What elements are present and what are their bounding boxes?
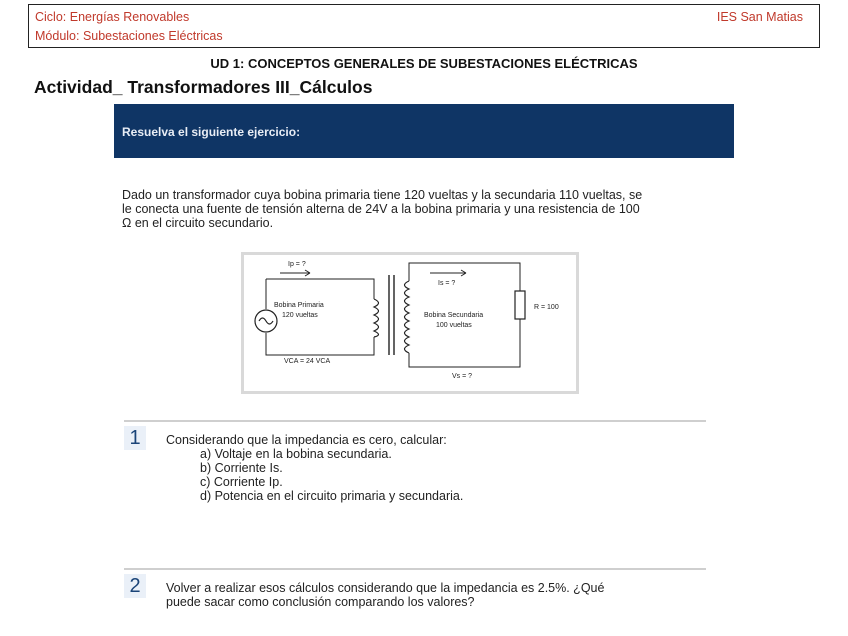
- vs-label: Vs = ?: [452, 373, 473, 380]
- secondary-turns-label: 100 vueltas: [436, 322, 472, 329]
- module-label: Módulo: Subestaciones Eléctricas: [35, 29, 223, 43]
- primary-coil-label: Bobina Primaria: [274, 302, 324, 309]
- circuit-svg: [244, 255, 576, 391]
- question-1: [166, 433, 463, 503]
- secondary-coil-label: Bobina Secundaria: [424, 312, 484, 319]
- question-1-item-c: c) Corriente Ip.: [200, 475, 283, 489]
- primary-coil-icon: [374, 299, 379, 337]
- question-1-intro: Considerando que la impedancia es cero, calcular:: [166, 433, 447, 447]
- cycle-label: Ciclo: Energías Renovables: [35, 10, 190, 24]
- banner-text: Resuelva el siguiente ejercicio:: [122, 125, 301, 139]
- activity-title: Actividad_ Transformadores III_Cálculos: [34, 77, 373, 97]
- question-2-line-2: puede sacar como conclusión comparando los valores?: [166, 595, 475, 609]
- instruction-banner: [114, 104, 734, 158]
- question-1-item-b: b) Corriente Is.: [200, 461, 283, 475]
- primary-bottom-wire: [266, 333, 374, 355]
- school-label: IES San Matias: [716, 10, 803, 24]
- resistor-icon: [515, 291, 525, 319]
- transformer-diagram: [241, 252, 579, 394]
- document-header: [28, 4, 820, 48]
- secondary-coil-icon: [405, 281, 410, 353]
- resistor-label: R = 100: [534, 304, 559, 311]
- question-2: [166, 581, 604, 609]
- question-1-number: 1: [124, 426, 146, 450]
- question-2-rule: [124, 568, 706, 570]
- question-2-line-1: Volver a realizar esos cálculos considerando que la impedancia es 2.5%. ¿Qué: [166, 581, 605, 595]
- vca-label: VCA = 24 VCA: [284, 358, 331, 365]
- problem-line-2: le conecta una fuente de tensión alterna de 24V a la bobina primaria y una resistencia de 100: [122, 202, 640, 216]
- problem-line-1: Dado un transformador cuya bobina primaria tiene 120 vueltas y la secundaria 110 vueltas, se: [122, 188, 643, 202]
- problem-statement: [122, 188, 732, 230]
- primary-top-wire: [266, 279, 374, 299]
- question-1-rule: [124, 420, 706, 422]
- question-2-number: 2: [124, 574, 146, 598]
- secondary-top-wire: [409, 263, 520, 291]
- question-1-item-a: a) Voltaje en la bobina secundaria.: [200, 447, 392, 461]
- primary-turns-label: 120 vueltas: [282, 312, 318, 319]
- question-1-item-d: d) Potencia en el circuito primaria y secundaria.: [200, 489, 464, 503]
- problem-line-3: Ω en el circuito secundario.: [122, 216, 274, 230]
- unit-title: UD 1: CONCEPTOS GENERALES DE SUBESTACIONES ELÉCTRICAS: [210, 56, 638, 71]
- is-label: Is = ?: [438, 280, 456, 287]
- ip-label: Ip = ?: [288, 261, 306, 268]
